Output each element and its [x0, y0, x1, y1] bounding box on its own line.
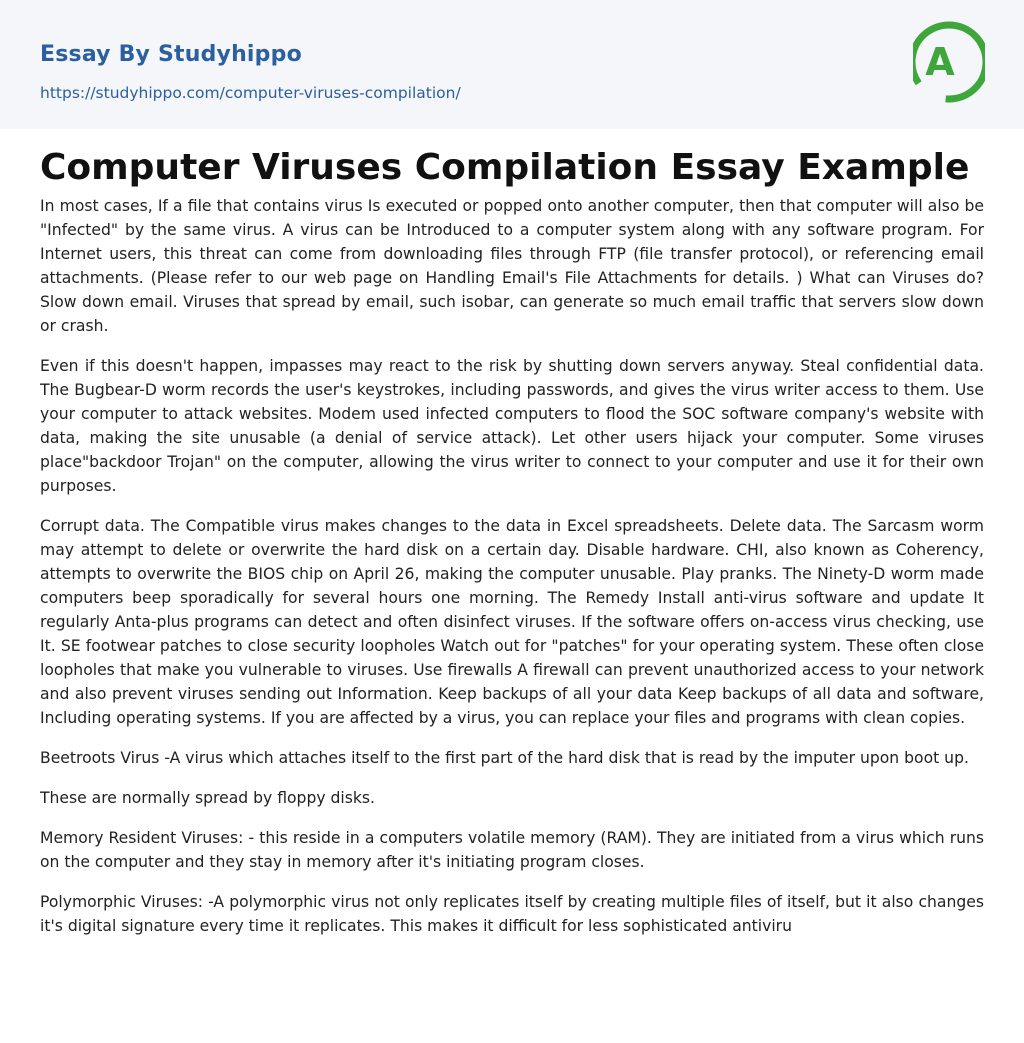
article-body [40, 194, 984, 938]
essay-url-link[interactable]: https://studyhippo.com/computer-viruses-compilation/ [40, 84, 461, 102]
page-header [0, 0, 1024, 129]
paragraph: These are normally spread by floppy disks. [40, 789, 375, 807]
paragraph: Polymorphic Viruses: -A polymorphic virus not only replicates itself by creating multiple files of itself, but it also changes it's digital signature every time it replicates. This makes it difficult for less sophisticated antiviru [40, 893, 984, 935]
paragraph: In most cases, If a file that contains virus Is executed or popped onto another computer, then that computer will also be "Infected" by the same virus. A virus can be Introduced to a computer system along with any software program. For Internet users, this threat can come from downloading files through FTP (file transfer protocol), or referencing email attachments. (Please refer to our web page on Handling Email's File Attachments for details. ) What can Viruses do? Slow down email. Viruses that spread by email, such isobar, can generate so much email traffic that servers slow down or crash. [40, 197, 984, 335]
logo-letter: A [925, 40, 955, 84]
article [0, 129, 1024, 938]
paragraph: Even if this doesn't happen, impasses may react to the risk by shutting down servers anyway. Steal confidential data. The Bugbear-D worm records the user's keystrokes, including passwords, and gives the virus writer access to them. Use your computer to attack websites. Modem used infected computers to flood the SOC software company's website with data, making the site unusable (a denial of service attack). Let other users hijack your computer. Some viruses place"backdoor Trojan" on the computer, allowing the virus writer to connect to your computer and use it for their own purposes. [40, 357, 984, 495]
studyhippo-logo-icon[interactable] [913, 19, 985, 105]
paragraph: Beetroots Virus -A virus which attaches itself to the first part of the hard disk that is read by the imputer upon boot up. [40, 749, 969, 767]
paragraph: Corrupt data. The Compatible virus makes changes to the data in Excel spreadsheets. Delete data. The Sarcasm worm may attempt to delete or overwrite the hard disk on a certain day. Disable hardware. CHI, also known as Coherency, attempts to overwrite the BIOS chip on April 26, making the computer unusable. Play pranks. The Ninety-D worm made computers beep sporadically for several hours one morning. The Remedy Install anti-virus software and update It regularly Anta-plus programs can detect and often disinfect viruses. If the software offers on-access virus checking, use It. SE footwear patches to close security loopholes Watch out for "patches" for your operating system. These often close loopholes that make you vulnerable to viruses. Use firewalls A firewall can prevent unauthorized access to your network and also prevent viruses sending out Information. Keep backups of all your data Keep backups of all data and software, Including operating systems. If you are affected by a virus, you can replace your files and programs with clean copies. [40, 517, 984, 727]
page-title: Computer Viruses Compilation Essay Example [40, 147, 970, 188]
paragraph: Memory Resident Viruses: - this reside in a computers volatile memory (RAM). They are initiated from a virus which runs on the computer and they stay in memory after it's initiating program closes. [40, 829, 984, 871]
site-brand[interactable]: Essay By Studyhippo [40, 42, 302, 67]
